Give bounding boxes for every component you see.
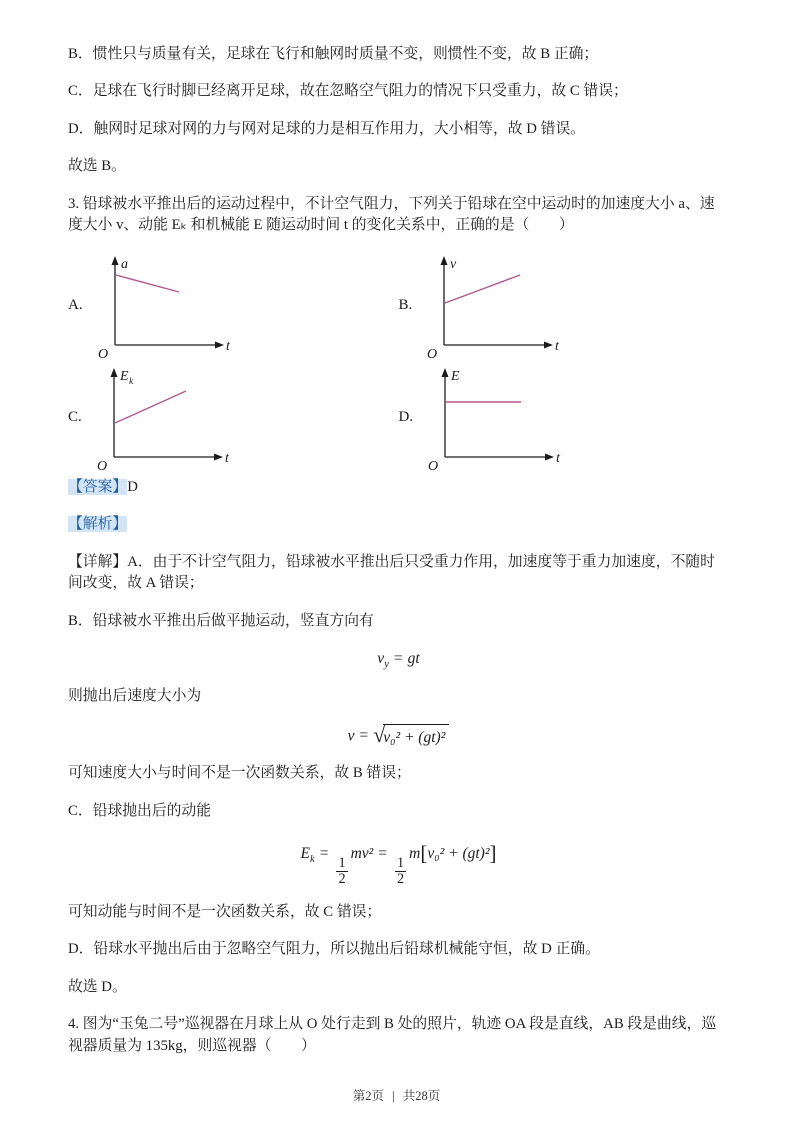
formula-var: E bbox=[300, 845, 310, 863]
option-a bbox=[68, 253, 399, 359]
option-c bbox=[68, 365, 399, 471]
formula-vertical-velocity bbox=[68, 648, 729, 672]
options-row-2 bbox=[68, 365, 729, 471]
graph-b bbox=[424, 253, 574, 359]
x-axis-label: t bbox=[555, 338, 560, 354]
data-line bbox=[116, 275, 179, 292]
footer-page-number: 第2页 bbox=[352, 1089, 384, 1103]
formula-speed-magnitude bbox=[68, 724, 729, 749]
formula-term: m bbox=[409, 845, 421, 863]
question-3-stem: 3. 铅球被水平推出后的运动过程中，不计空气阻力，下列关于铅球在空中运动时的加速度大小 a、速度大小 v、动能 Eₖ 和机械能 E 随运动时间 t 的变化关系中，正确的是（ ） bbox=[68, 195, 715, 234]
fraction-one-half: $\frac{1}{2}$ bbox=[338, 854, 346, 888]
option-d-label: D. bbox=[398, 408, 414, 425]
answer-line bbox=[68, 477, 729, 498]
data-line bbox=[445, 275, 520, 303]
y-axis-label: a bbox=[120, 256, 128, 272]
x-axis-label: t bbox=[224, 450, 229, 466]
radical-sign-icon: √ bbox=[373, 722, 386, 747]
origin-label: O bbox=[97, 346, 108, 359]
question-3-option-graphs bbox=[68, 253, 729, 471]
detail-option-b-conclusion: 可知速度大小与时间不是一次函数关系，故 B 错误； bbox=[68, 765, 411, 782]
detail-option-a: 【详解】A．由于不计空气阻力，铅球被水平推出后只受重力作用，加速度等于重力加速度，不随时间改变，故 A 错误； bbox=[68, 553, 715, 592]
analysis-tag: 【解析】 bbox=[68, 516, 128, 533]
formula-subscript: y bbox=[384, 659, 389, 671]
y-axis-label-subscript: k bbox=[128, 376, 133, 387]
option-b-label: B. bbox=[398, 296, 413, 313]
graph-d bbox=[425, 365, 575, 471]
option-a-label: A. bbox=[68, 296, 83, 313]
square-root bbox=[373, 724, 449, 749]
y-axis-label: v bbox=[450, 256, 457, 272]
y-axis-label: E bbox=[451, 368, 460, 384]
radicand: v₀² + (gt)² bbox=[383, 724, 449, 749]
formula-subscript: k bbox=[310, 854, 315, 866]
origin-label: O bbox=[427, 346, 438, 359]
detail-option-c-conclusion: 可知动能与时间不是一次函数关系，故 C 错误； bbox=[68, 903, 382, 920]
question-4-stem: 4. 图为“玉兔二号”巡视器在月球上从 O 处行走到 B 处的照片，轨迹 OA 段是直线，AB 段是曲线，巡视器质量为 135kg，则巡视器（ ） bbox=[68, 1016, 717, 1054]
data-line bbox=[115, 391, 186, 423]
equals-sign: = bbox=[359, 727, 369, 745]
footer-separator: | bbox=[391, 1089, 395, 1103]
formula-rhs: gt bbox=[407, 649, 420, 667]
answer-value: D bbox=[127, 478, 138, 495]
footer-total-pages: 共28页 bbox=[402, 1089, 441, 1103]
x-axis-label: t bbox=[225, 338, 230, 354]
answer-tag: 【答案】 bbox=[68, 478, 128, 495]
prev-solution-option-b: B．惯性只与质量有关，足球在飞行和触网时质量不变，则惯性不变，故 B 正确； bbox=[68, 46, 599, 62]
graph-a bbox=[95, 253, 245, 359]
left-bracket: [ bbox=[420, 841, 428, 866]
y-axis-label: E bbox=[119, 368, 129, 384]
detail-option-b: B．铅球被水平推出后做平抛运动，竖直方向有 bbox=[68, 612, 374, 629]
equals-sign: = bbox=[378, 845, 388, 863]
formula-kinetic-energy bbox=[68, 838, 729, 888]
detail-option-c: C．铅球抛出后的动能 bbox=[68, 802, 212, 819]
analysis-line bbox=[68, 514, 729, 535]
equals-sign: = bbox=[319, 845, 329, 863]
formula-var: v bbox=[347, 727, 355, 745]
x-axis-label: t bbox=[556, 450, 560, 466]
bracket-body: v₀² + (gt)² bbox=[427, 845, 490, 863]
option-c-label: C. bbox=[68, 408, 82, 425]
prev-solution-conclusion: 故选 B。 bbox=[68, 158, 126, 175]
graph-c bbox=[94, 365, 244, 471]
formula-term: mv² bbox=[350, 845, 374, 863]
prev-solution-option-c: C．足球在飞行时脚已经离开足球，故在忽略空气阻力的情况下只受重力，故 C 错误； bbox=[68, 83, 628, 100]
option-b bbox=[399, 253, 730, 359]
option-d bbox=[399, 365, 730, 471]
options-row-1 bbox=[68, 253, 729, 359]
detail-option-d: D．铅球水平抛出后由于忽略空气阻力，所以抛出后铅球机械能守恒，故 D 正确。 bbox=[68, 941, 600, 958]
page-footer bbox=[0, 1086, 793, 1104]
solution-conclusion: 故选 D。 bbox=[68, 978, 127, 995]
formula-var: v bbox=[377, 649, 385, 667]
equals-sign: = bbox=[393, 649, 403, 667]
right-bracket: ] bbox=[489, 841, 497, 866]
origin-label: O bbox=[96, 458, 107, 471]
fraction-one-half: $\frac{1}{2}$ bbox=[397, 854, 405, 888]
prev-solution-option-d: D．触网时足球对网的力与网对足球的力是相互作用力，大小相等，故 D 错误。 bbox=[68, 120, 586, 137]
detail-option-b-text2: 则抛出后速度大小为 bbox=[68, 688, 202, 705]
origin-label: O bbox=[428, 458, 439, 471]
